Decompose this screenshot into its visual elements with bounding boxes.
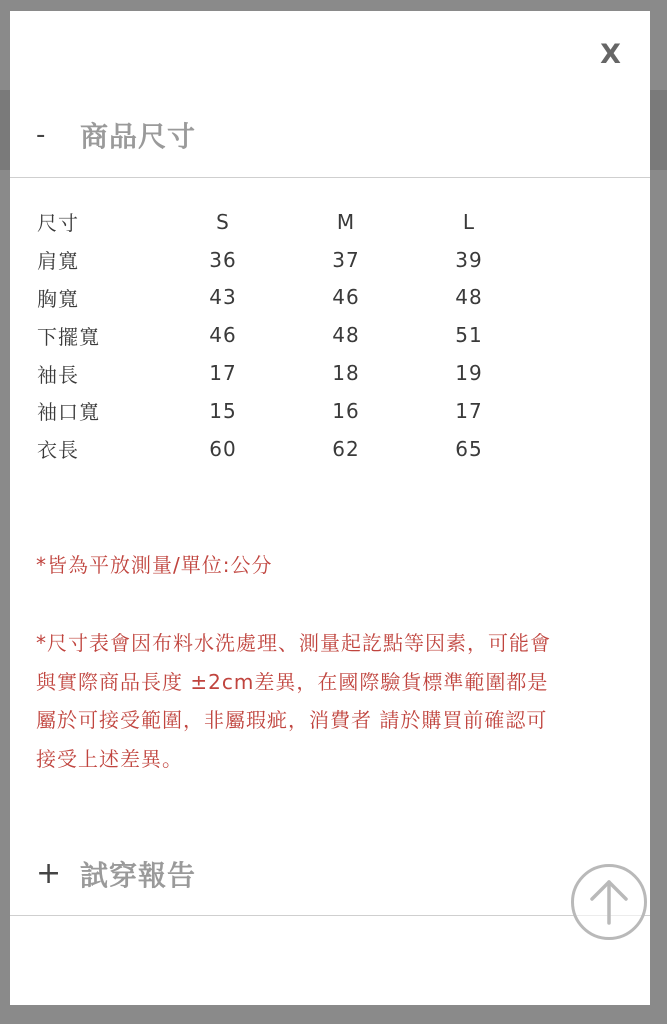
disclaimer-line: 接受上述差異。: [36, 747, 183, 772]
cell-value: 19: [455, 361, 483, 386]
header-l: L: [462, 209, 476, 234]
cell-value: 36: [209, 247, 237, 272]
disclaimer-line: *尺寸表會因布料水洗處理、測量起訖點等因素，可能會: [36, 631, 551, 655]
cell-value: 15: [209, 398, 237, 423]
row-label: 袖長: [37, 362, 79, 387]
cell-value: 62: [332, 436, 360, 461]
table-row: [37, 354, 576, 392]
cell-value: 48: [332, 323, 360, 348]
table-row: [37, 316, 576, 354]
table-row: [37, 430, 576, 468]
disclaimer-line: 屬於可接受範圍，非屬瑕疵，消費者 請於購買前確認可: [36, 708, 548, 733]
disclaimer-line: 與實際商品長度 ±2cm差異，在國際驗貨標準範圍都是: [36, 669, 549, 694]
size-chart-modal: [10, 11, 650, 1005]
expand-icon[interactable]: +: [36, 856, 62, 891]
cell-value: 46: [332, 285, 360, 310]
size-section-header[interactable]: [10, 105, 650, 165]
row-label: 袖口寬: [37, 400, 100, 425]
cell-value: 16: [332, 398, 360, 423]
row-label: 肩寬: [37, 249, 79, 274]
cell-value: 51: [455, 323, 483, 348]
cell-value: 48: [455, 285, 483, 310]
unit-note: *皆為平放測量/單位:公分: [36, 553, 273, 577]
cell-value: 43: [209, 285, 237, 310]
collapse-icon[interactable]: -: [36, 120, 46, 150]
size-table: [37, 203, 576, 468]
row-label: 衣長: [37, 438, 79, 463]
cell-value: 18: [332, 361, 360, 386]
header-m: M: [336, 209, 356, 234]
size-section-title: 商品尺寸: [80, 120, 197, 153]
row-label: 下擺寬: [37, 324, 100, 349]
cell-value: 46: [209, 323, 237, 348]
arrow-up-icon: [587, 877, 631, 927]
table-row: [37, 392, 576, 430]
table-header-row: [37, 203, 576, 241]
scroll-to-top-button[interactable]: [571, 864, 647, 940]
close-button[interactable]: X: [600, 39, 621, 70]
header-size: 尺寸: [37, 211, 79, 236]
cell-value: 39: [455, 247, 483, 272]
cell-value: 37: [332, 247, 360, 272]
header-s: S: [216, 209, 230, 234]
table-row: [37, 241, 576, 279]
divider: [10, 915, 650, 916]
cell-value: 17: [209, 361, 237, 386]
divider: [10, 177, 650, 178]
table-row: [37, 279, 576, 317]
cell-value: 65: [455, 436, 483, 461]
fitting-section-title: 試穿報告: [80, 859, 197, 892]
cell-value: 60: [209, 436, 237, 461]
row-label: 胸寬: [37, 286, 79, 311]
backdrop-band: [0, 0, 667, 11]
fitting-section-header[interactable]: [10, 844, 650, 904]
cell-value: 17: [455, 398, 483, 423]
